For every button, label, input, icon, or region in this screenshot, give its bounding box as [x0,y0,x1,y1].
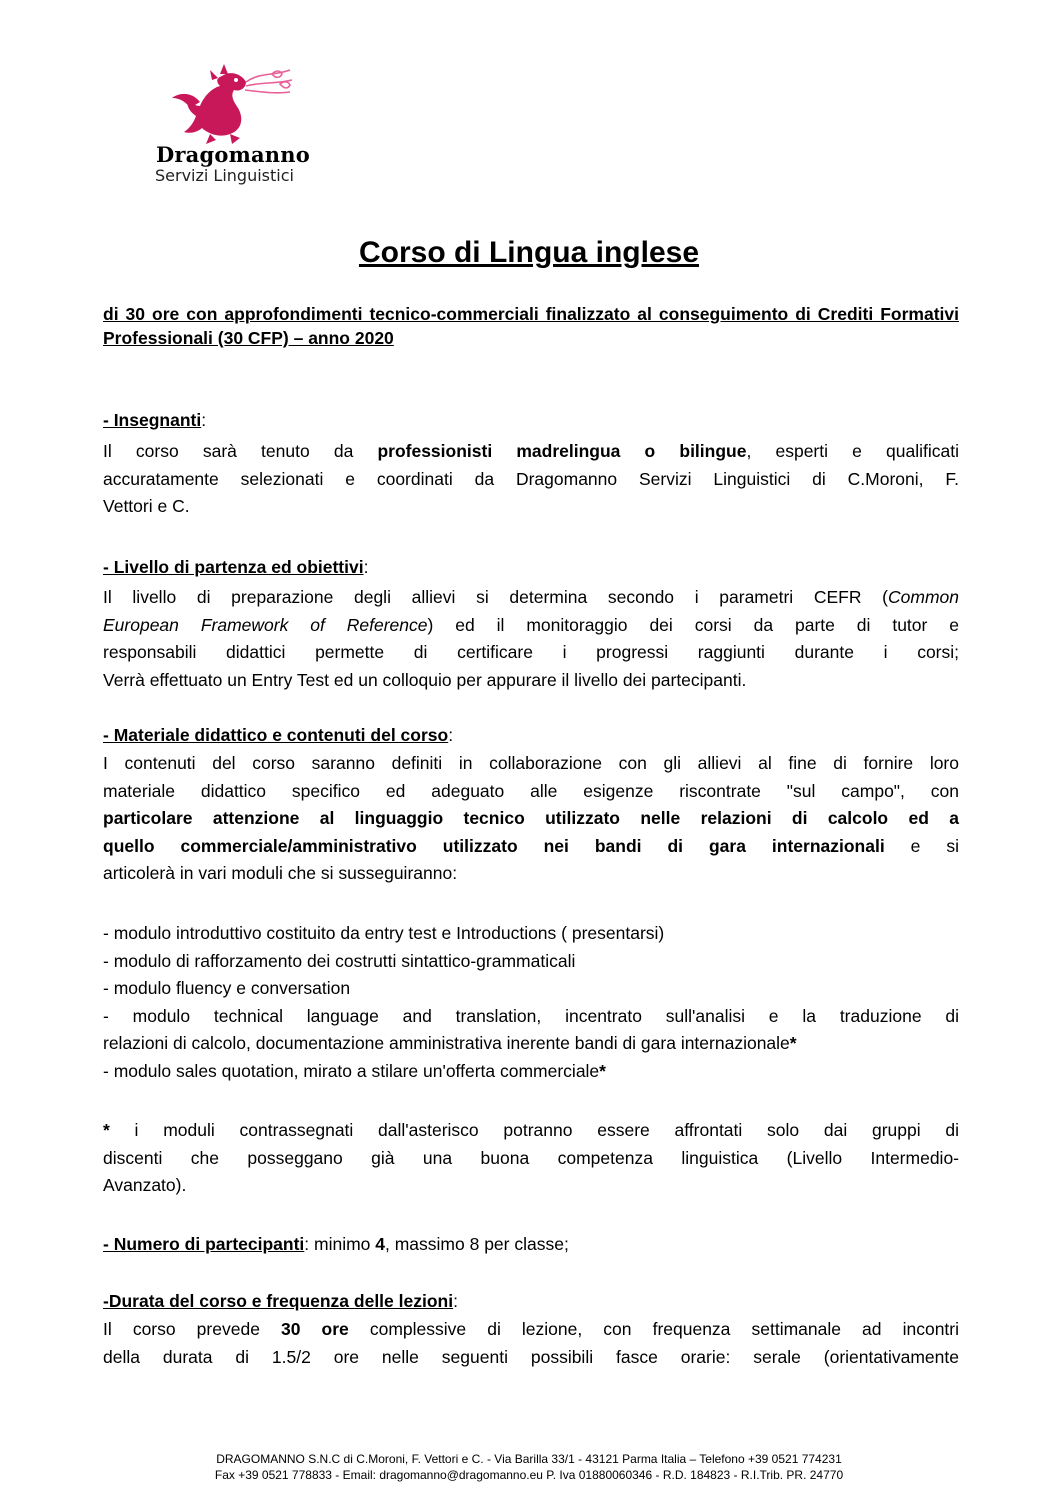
text-line [103,1316,959,1344]
text-line [103,612,959,640]
text-run: , massimo 8 per classe; [385,1234,569,1254]
material-paragraph [103,750,959,888]
text-line: - modulo technical language and translation, incentrato sull'analisi e la traduzione di [103,1005,959,1026]
document-subtitle: di 30 ore con approfondimenti tecnico-commerciali finalizzato al conseguimento di Crediti Formativi Professionali (30 CFP) – anno 2020 [103,304,959,348]
level-paragraph [103,584,959,694]
text-line: I contenuti del corso saranno definiti in collaborazione con gli allievi al fine di fornire loro [103,753,959,773]
text-line [103,1058,959,1086]
heading-text: - Numero di partecipanti [103,1234,305,1254]
asterisk: * [789,1033,797,1054]
text-run: : minimo [304,1234,376,1254]
logo-name: Dragomanno [156,142,310,167]
text-line: - modulo di rafforzamento dei costrutti sintattico-grammaticali [103,950,576,971]
modules-list [103,920,959,1086]
teachers-paragraph [103,438,959,521]
text-line [103,438,959,466]
text-line [103,1030,959,1058]
bold-run: professionisti madrelingua o bilingue [377,441,747,461]
text-line [103,805,959,833]
text-run: i moduli contrassegnati dall'asterisco potranno essere affrontati solo dai gruppi di [109,1120,959,1140]
heading-text: -Durata del corso e frequenza delle lezioni [103,1291,454,1311]
list-item [103,975,959,1003]
text-line: discenti che posseggano già una buona competenza linguistica (Livello Intermedio- [103,1147,959,1168]
duration-paragraph [103,1316,959,1371]
heading-colon: : [453,1291,458,1311]
note-paragraph [103,1117,959,1200]
text-run: Il corso prevede [103,1319,281,1339]
company-logo [150,62,310,186]
text-line: responsabili didattici permette di certificare i progressi raggiunti durante i corsi; [103,642,959,663]
bold-run: particolare attenzione al linguaggio tecnico utilizzato nelle relazioni di calcolo ed a [103,808,959,829]
text-run: relazioni di calcolo, documentazione amministrativa inerente bandi di gara internazionale [103,1033,790,1054]
list-item [103,948,959,976]
list-item [103,920,959,948]
text-run: complessive di lezione, con frequenza settimanale ad incontri [348,1319,959,1339]
dragon-icon [150,62,310,146]
section-heading-material [103,723,453,747]
text-run: Il livello di preparazione degli allievi si determina secondo i parametri CEFR ( [103,587,888,607]
text-run: e si [884,835,959,856]
text-line: Vettori e C. [103,496,190,517]
heading-colon: : [448,725,454,745]
heading-colon: : [201,410,207,430]
text-line [103,584,959,612]
section-heading-teachers [103,408,206,432]
asterisk: * [103,1120,110,1140]
heading-text: - Insegnanti [103,410,202,430]
section-participants [103,1232,569,1256]
section-heading-level [103,555,368,579]
footer-line: Fax +39 0521 778833 - Email: dragomanno@dragomanno.eu P. Iva 01880060346 - R.D. 184823 - R.I.Trib. PR. 24770 [214,1468,844,1482]
page-footer [0,1451,1058,1483]
text-run: ) ed il monitoraggio dei corsi da parte di tutor e [427,614,960,635]
list-item [103,1003,959,1058]
text-run: , esperti e qualificati [746,441,959,461]
text-run: Il corso sarà tenuto da [103,441,378,461]
section-heading-duration [103,1289,458,1313]
list-item [103,1058,959,1086]
bold-run: 30 ore [281,1319,349,1339]
min-participants: 4 [375,1234,385,1254]
heading-text: - Materiale didattico e contenuti del corso [103,725,449,745]
footer-line: DRAGOMANNO S.N.C di C.Moroni, F. Vettori e C. - Via Barilla 33/1 - 43121 Parma Italia – Telefono +39 0521 774231 [216,1452,842,1466]
text-run: - modulo sales quotation, mirato a stilare un'offerta commerciale [103,1060,600,1081]
text-line: Avanzato). [103,1175,187,1196]
italic-run: European Framework of Reference [103,614,428,635]
bold-run: quello commerciale/amministrativo utilizzato nei bandi di gara internazionali [103,835,885,856]
text-line [103,1117,959,1145]
text-line: materiale didattico specifico ed adeguato alle esigenze riscontrate "sul campo", con [103,780,959,801]
asterisk: * [599,1060,606,1081]
heading-colon: : [363,557,369,577]
text-line: della durata di 1.5/2 ore nelle seguenti possibili fasce orarie: serale (orientativamente [103,1346,959,1367]
document-title: Corso di Lingua inglese [358,236,700,269]
text-line: Verrà effettuato un Entry Test ed un colloquio per appurare il livello dei partecipanti. [103,669,747,690]
logo-subtitle: Servizi Linguistici [155,166,294,185]
text-line: - modulo introduttivo costituito da entry test e Introductions ( presentarsi) [103,923,665,943]
heading-text: - Livello di partenza ed obiettivi [103,557,364,577]
text-line: - modulo fluency e conversation [103,978,351,999]
text-line: accuratamente selezionati e coordinati da Dragomanno Servizi Linguistici di C.Moroni, F. [103,468,959,489]
text-line: articolerà in vari moduli che si susseguiranno: [103,863,458,884]
text-line [103,833,959,861]
italic-run: Common [888,587,959,607]
